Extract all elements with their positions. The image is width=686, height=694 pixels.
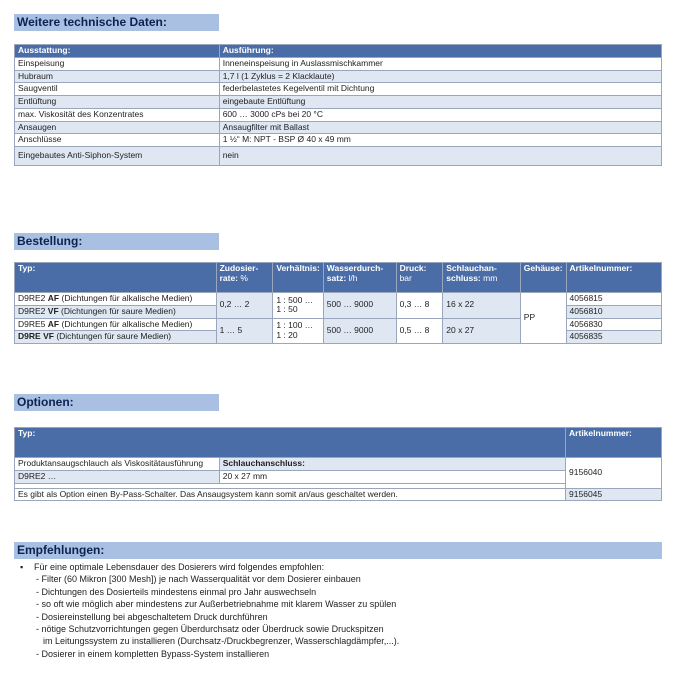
recommend-item: - Dosiereinstellung bei abgeschaltetem Druck durchführen [36, 611, 268, 622]
order-pressure-cell: 0,3 … 8 [396, 293, 443, 319]
options-table [14, 427, 662, 501]
order-ratio-2: 1 : 20 [276, 329, 298, 340]
technical-cell: Eingebautes Anti-Siphon-System [15, 147, 220, 166]
options-header-type: Typ: [15, 428, 566, 458]
order-header-article: Artikelnummer: [566, 263, 661, 293]
technical-cell: Einspeisung [15, 57, 220, 70]
technical-row [15, 57, 662, 70]
technical-header-execution: Ausführung: [219, 45, 661, 58]
order-article-cell: 4056830 [566, 318, 661, 331]
order-row [15, 293, 662, 306]
options-bypass-cell: Es gibt als Option einen By-Pass-Schalter. Das Ansaugsystem kann somit an/aus geschaltet werden. [15, 488, 566, 501]
recommend-list [20, 561, 399, 660]
order-type-cell [15, 293, 217, 306]
technical-table [14, 44, 662, 166]
technical-row [15, 83, 662, 96]
options-conn-label: Schlauchanschluss: [219, 458, 565, 471]
order-type-variant: VF [47, 305, 59, 316]
technical-row [15, 121, 662, 134]
technical-section-title: Weitere technische Daten: [14, 14, 219, 31]
order-header-hose-unit: mm [483, 272, 498, 283]
order-type-desc: (Dichtungen für alkalische Medien) [61, 318, 193, 329]
order-hose-cell: 20 x 27 [443, 318, 521, 344]
order-header-rate: Zudosier- [219, 263, 259, 273]
technical-cell: Saugventil [15, 83, 220, 96]
technical-cell: 600 … 3000 cPs bei 20 °C [219, 108, 661, 121]
order-header-pressure-unit: bar [399, 272, 412, 283]
order-flow-cell: 500 … 9000 [323, 293, 396, 319]
order-type-cell [15, 305, 217, 318]
technical-cell: 1,7 l (1 Zyklus = 2 Klacklaute) [219, 70, 661, 83]
options-header-article: Artikelnummer: [566, 428, 662, 458]
recommend-item: - Dosierer in einem kompletten Bypass-System installieren [36, 648, 270, 659]
recommend-item: im Leitungssystem zu installieren (Durchsatz-/Druckbegrenzer, Wasserschlagdämpfer,...). [43, 636, 400, 647]
order-ratio-cell [273, 293, 323, 319]
technical-cell: 1 ½“ M: NPT - BSP Ø 40 x 49 mm [219, 134, 661, 147]
technical-cell: federbelastetes Kegelventil mit Dichtung [219, 83, 661, 96]
order-type-code: D9RE2 [18, 293, 46, 303]
technical-cell: Ansaugen [15, 121, 220, 134]
order-housing-cell: PP [520, 293, 566, 344]
order-type-code: D9RE2 [18, 305, 46, 316]
options-row [15, 488, 662, 501]
order-article-cell: 4056835 [566, 331, 661, 344]
technical-cell: Inneneinspeisung in Auslassmischkammer [219, 57, 661, 70]
order-type-cell [15, 318, 217, 331]
order-article-cell: 4056815 [566, 293, 661, 306]
order-ratio-cell [273, 318, 323, 344]
technical-row [15, 96, 662, 109]
options-row [15, 458, 662, 471]
recommend-item: - nötige Schutzvorrichtungen gegen Überdurchsatz oder Überdruck sowie Druckspitzen [36, 624, 384, 635]
technical-cell: Anschlüsse [15, 134, 220, 147]
order-ratio-1: 1 : 100 … [276, 320, 314, 331]
options-name-cell: Produktansaugschlauch als Viskositätausführung [15, 458, 220, 471]
order-type-cell [15, 331, 217, 344]
options-article-cell: 9156040 [566, 458, 662, 489]
order-type-variant: VF [43, 331, 54, 342]
order-hose-cell: 16 x 22 [443, 293, 521, 319]
recommend-section-title: Empfehlungen: [14, 542, 662, 559]
technical-cell: eingebaute Entlüftung [219, 96, 661, 109]
order-type-code: D9RE [18, 331, 41, 342]
order-header-hose-2: schluss: [446, 272, 481, 283]
order-table [14, 262, 662, 344]
technical-cell: Hubraum [15, 70, 220, 83]
order-type-variant: AF [47, 293, 60, 303]
order-article-cell: 4056810 [566, 305, 661, 318]
recommend-intro-text: Für eine optimale Lebensdauer des Dosierers wird folgendes empfohlen: [34, 562, 325, 572]
order-header-rate-unit: % [240, 272, 248, 283]
order-pressure-cell: 0,5 … 8 [396, 318, 443, 344]
technical-cell: Ansaugfilter mit Ballast [219, 121, 661, 134]
technical-cell: Entlüftung [15, 96, 220, 109]
order-header-ratio: Verhältnis: [273, 263, 323, 293]
technical-header-feature: Ausstattung: [15, 45, 220, 58]
order-flow-cell: 500 … 9000 [323, 318, 396, 344]
recommend-item: - Filter (60 Mikron [300 Mesh]) je nach Wasserqualität vor dem Dosierer einbauen [36, 574, 361, 585]
options-section-title: Optionen: [14, 394, 219, 411]
technical-row [15, 108, 662, 121]
order-header-type: Typ: [15, 263, 217, 293]
order-ratio-2: 1 : 50 [276, 304, 298, 315]
order-ratio-1: 1 : 500 … [276, 294, 314, 305]
technical-cell: nein [219, 147, 661, 166]
order-header-flow-2: satz: [326, 272, 347, 283]
order-header-pressure: Druck: [399, 263, 427, 273]
order-type-desc: (Dichtungen für alkalische Medien) [61, 293, 193, 303]
options-row [15, 470, 662, 483]
order-section-title: Bestellung: [14, 233, 219, 250]
order-header-housing: Gehäuse: [520, 263, 566, 293]
recommend-item: - so oft wie möglich aber mindestens zur Außerbetriebnahme mit klarem Wasser zu spülen [36, 599, 397, 610]
options-bypass-article: 9156045 [566, 488, 662, 501]
order-type-code: D9RE5 [18, 318, 46, 329]
technical-row [15, 134, 662, 147]
recommend-intro [20, 561, 399, 573]
order-rate-cell: 1 … 5 [216, 318, 273, 344]
order-type-desc: (Dichtungen für saure Medien) [56, 331, 172, 342]
technical-cell: max. Viskosität des Konzentrates [15, 108, 220, 121]
recommend-item: - Dichtungen des Dosierteils mindestens einmal pro Jahr auswechseln [36, 586, 317, 597]
order-rate-cell: 0,2 … 2 [216, 293, 273, 319]
technical-row [15, 70, 662, 83]
order-header-rate-2: rate: [219, 272, 239, 283]
order-header-flow-unit: l/h [348, 272, 358, 283]
order-type-variant: AF [47, 318, 60, 329]
bullet-icon: ▪ [20, 562, 24, 572]
order-type-desc: (Dichtungen für saure Medien) [61, 305, 176, 316]
options-model-cell: D9RE2 … [15, 470, 220, 483]
options-size-cell: 20 x 27 mm [219, 470, 565, 483]
order-header-hose: Schlauchan- [446, 263, 497, 273]
order-header-flow: Wasserdurch- [326, 263, 384, 273]
technical-row [15, 147, 662, 166]
